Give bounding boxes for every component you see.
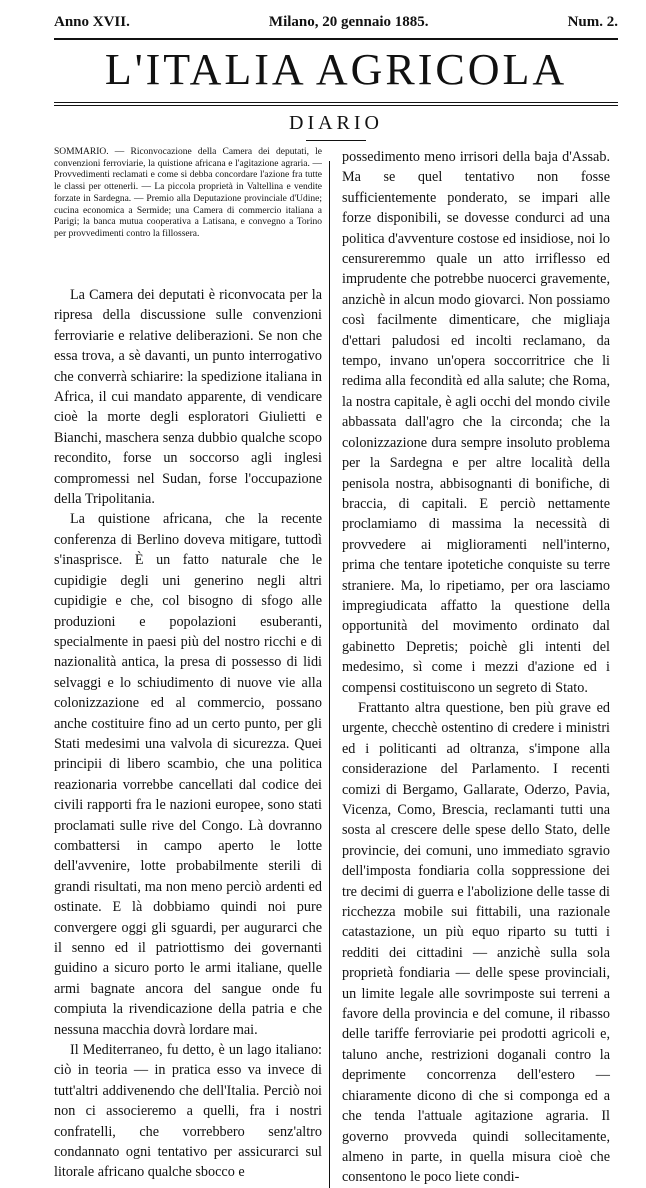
issue-number: Num. 2. (567, 14, 618, 30)
issue-year: Anno XVII. (54, 14, 130, 30)
right-column (342, 147, 610, 1188)
article-paragraph: Frattanto altra questione, ben più grave ed urgente, checchè ostentino di credere i ministri ed i politicanti ad oltranza, s'impone alla considerazione del Parlamento. I recenti comizi di Bergamo, Gallarate, Oderzo, Pavia, Vicenza, Como, Brescia, reclamanti tutti una sosta al crescere delle spese dello Stato, delle provincie, dei comuni, uno immediato sgravio dell'imposta fondiaria colla soppressione dei tre decimi di guerra e l'abolizione delle tasse di ricchezza mobile sui fittabili, una razionale catastazione, un più equo riparto su tutti i redditi dei cittadini — anzichè sulla sola proprietà fondiaria — delle spese provinciali, un limite legale alle sovrimposte sui terreni a favore della provincia e del comune, il ribasso delle tariffe ferroviarie pei prodotti agricoli e, taluno anche, restrizioni doganali contro la deprimente concorrenza dell'estero — chiaramente dicono di che si componga ed a che tenda l'attuale agitazione agraria. Il governo provveda quindi sollecitamente, almeno in parte, in quella misura cioè che consentono le poco liete condi- (342, 699, 610, 1186)
column-divider (329, 161, 330, 1188)
article-paragraph: La Camera dei deputati è riconvocata per la ripresa della discussione sulle convenzioni ferroviarie e relative deliberazioni. Se non che essa trova, a sè davanti, un punto interrogativo che converrà schiarire: la spedizione italiana in Africa, il cui mandato apparente, di vendicare cioè la morte degli esploratori Giulietti e Bianchi, maschera senza dubbio qualche scopo recondito, forse un soccorso agli inglesi compromessi nel Sudan, forse l'occupazione della Tripolitania. (54, 287, 322, 508)
article-paragraph: Il Mediterraneo, fu detto, è un lago italiano: ciò in teoria — in pratica esso va invece di tutt'altri addivenendo che dell'Italia. Perciò noi non ci associeremo a quelli, fra i nostri confratelli, che vorrebbero senz'altro condannato ogni tentativo per assicurarci sul litorale africano qualche sbocco e (54, 1042, 322, 1181)
article-paragraph: La quistione africana, che la recente conferenza di Berlino doveva mitigare, tuttodì s'inasprisce. È un fatto naturale che le cupidigie degli uni generino negli altri cupidigie e che, col bisogno di sfogo alle produzioni e popolazioni esuberanti, specialmente in paesi più del nostro ricchi e di nazionalità antica, la presa di possesso di lidi selvaggi e lo schiudimento di nuove vie alla colonizzazione ed al commercio, possano anche costituire fino ad un certo punto, per gli Stati medesimi una valvola di sicurezza. Quei principii di libero scambio, che una politica reazionaria vorrebbe cancellati dal codice dei civili rapporti fra le nazioni europee, sono stati proclamati sulle rive del Congo. Là dovranno combattersi in campo aperto le lotte dell'avvenire, lotte probabilmente sterili di grandi risultati, ma non meno perciò ardenti ed ostinate. E là dobbiamo quindi noi pure convergere oggi gli sguardi, per augurarci che il senno ed il patriottismo dei governanti guidino a sicuro porto le armi italiane, quelle armi bagnate ancora del sangue onde fu compiuta la rivendicazione della patria e che nessuna macchia dovrà lordare mai. (54, 511, 322, 1038)
title-rule (54, 102, 618, 103)
summary-paragraph: SOMMARIO. — Riconvocazione della Camera dei deputati, le convenzioni ferroviarie, la quistione africana e l'agitazione agraria. — Provvedimenti reclamati e come si debba concordare l'azione fra tutte le classi per ottenerli. — La piccola proprietà in Valtellina e vendite forzate in Sardegna. — Premio alla Deputazione provinciale d'Udine; cucina economica a Sermide; una Camera di commercio italiana a Parigi; la banca mutua cooperativa a Latisana, e convegno a Torino per provvedimenti contro la fillossera. (54, 147, 322, 239)
issue-date: Milano, 20 gennaio 1885. (268, 14, 429, 30)
left-column (54, 147, 322, 1188)
article-columns (54, 147, 618, 1188)
newspaper-title: L'ITALIA AGRICOLA (104, 45, 568, 94)
section-heading: DIARIO (289, 112, 383, 134)
section-rule (306, 140, 366, 141)
article-paragraph: possedimento meno irrisori della baja d'Assab. Ma se quel tentativo non fosse sufficientemente ponderato, se impari alle forze disponibili, se dovesse condurci ad una politica d'avventure costose ed insidiose, noi lo censureremmo quale un atto irriflesso ed imprudente che potrebbe nuocerci gravemente, anzichè in alcun modo giovarci. Non possiamo così facilmente dimenticare, che migliaja d'ettari paludosi ed incolti reclamano, da tempo, invano un'opera soccorritrice che li redima alla fecondità ed alla salute; che Roma, la nostra capitale, è agli occhi del mondo civile abbassata dall'agro che la circonda; che la colonizzazione dura sempre insoluto problema per la Sardegna e per altre località della penisola nostra, abbisognanti di bonifiche, di braccia, di capitali. E perciò nettamente proclamiamo di massima la necessità di provvedere ai miglioramenti nell'interno, prima che tentare ipotetiche conquiste su terre straniere. Ma, lo ripetiamo, per ora lasciamo impregiudicata affatto la questione della opportunità del movimento ordinato dal gabinetto Depretis; poichè gli intenti del medesimo, sì come i mezzi d'azione ed i compensi costituiscono un segreto di Stato. (342, 149, 610, 696)
masthead (54, 0, 618, 34)
